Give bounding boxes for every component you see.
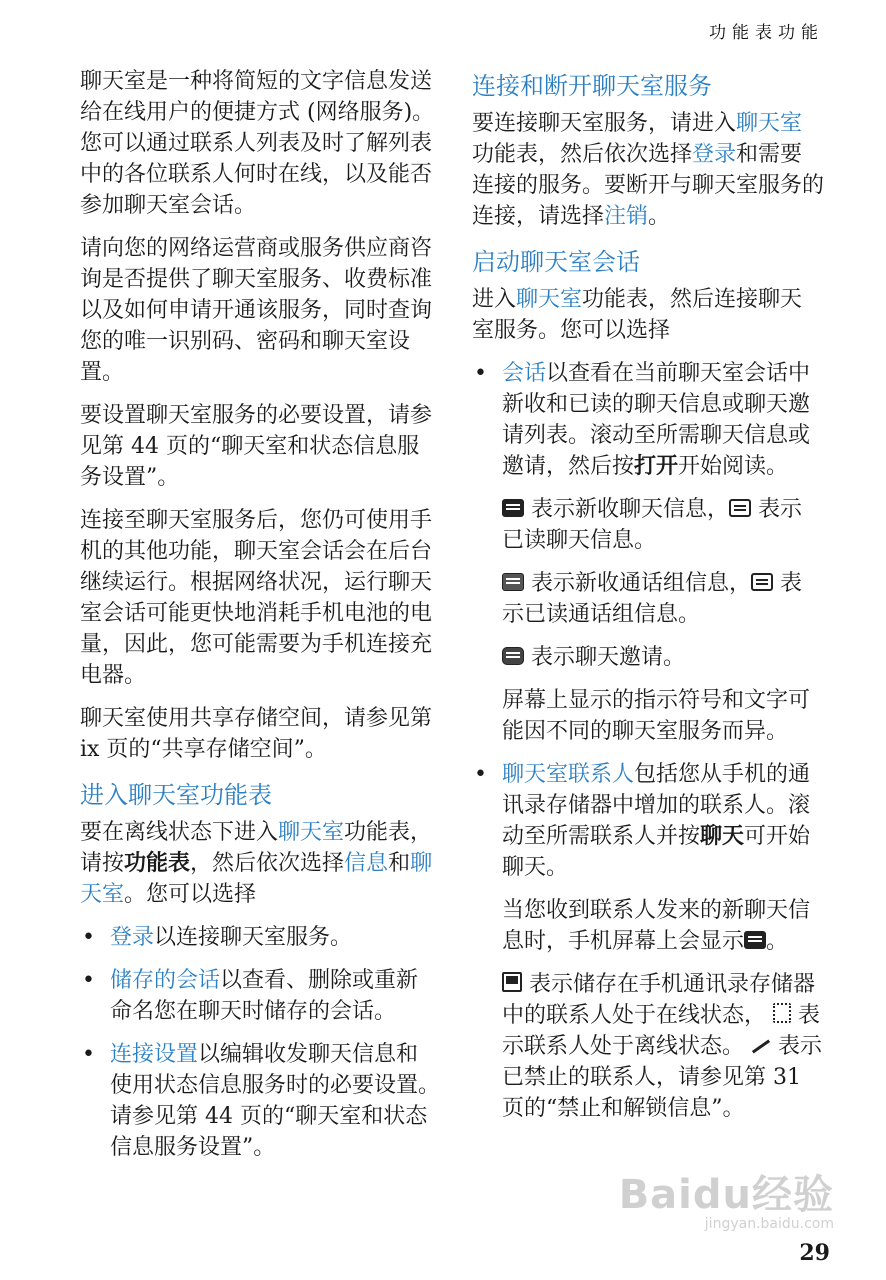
chat-read-icon	[729, 499, 751, 517]
text-run: 进入	[472, 287, 517, 312]
service-inquiry-paragraph: 请向您的网络运营商或服务供应商咨询是否提供了聊天室服务、收费标准以及如何申请开通该服务，同时查询您的唯一识别码、密码和聊天室设置。	[80, 236, 433, 385]
icon-legend-text: 表示已读通话组信息。	[502, 571, 803, 627]
intro-paragraph: 聊天室是一种将简短的文字信息发送给在线用户的便捷方式 (网络服务)。您可以通过联系人列表及时了解列表中的各位联系人何时在线，以及能否参加聊天室会话。	[80, 69, 435, 218]
list-item	[80, 1039, 440, 1163]
enter-menu-options-list	[80, 922, 440, 1163]
invite-icon	[502, 647, 524, 665]
settings-reference-paragraph: 要设置聊天室服务的必要设置，请参见第 44 页的“聊天室和状态信息服务设置”。	[80, 403, 433, 490]
text-run: 当您收到联系人发来的新聊天信息时，手机屏幕上会显示	[502, 898, 811, 954]
text-run: 要在离线状态下进入	[80, 820, 279, 845]
text-run: 。您可以选择	[124, 882, 257, 907]
icon-legend-text: 表示聊天邀请。	[531, 645, 686, 670]
list-item	[472, 759, 824, 883]
list-item-text: 以编辑收发聊天信息和使用状态信息服务时的必要设置。请参见第 44 页的“聊天室和状态信息服务设置”。	[110, 1042, 441, 1160]
key-label-open: 打开	[634, 453, 679, 479]
list-item	[472, 358, 824, 482]
list-item-text: 以连接聊天室服务。	[154, 925, 353, 950]
section-heading-connect: 连接和断开聊天室服务	[472, 72, 712, 100]
icon-legend-text: 表示新收通话组信息，	[531, 571, 752, 596]
text-run: 。	[648, 204, 671, 229]
icon-legend-groups	[502, 568, 824, 630]
text-run: 功能表，然后依次选择	[472, 142, 693, 167]
key-label-chat: 聊天	[700, 823, 745, 849]
icon-legend-messages	[502, 494, 824, 556]
option-link-chat-contacts[interactable]: 聊天室联系人	[502, 762, 635, 787]
start-session-paragraph	[472, 284, 824, 346]
watermark-url: jingyan.baidu.com	[704, 1216, 834, 1232]
baidu-jingyan-watermark	[619, 1163, 834, 1232]
connect-paragraph	[472, 108, 824, 232]
contact-online-icon	[502, 972, 522, 992]
list-item	[80, 922, 440, 953]
icon-legend-text: 表示已禁止的联系人，请参见第 31 页的“禁止和解锁信息”。	[502, 1034, 823, 1121]
background-running-paragraph: 连接至聊天室服务后，您仍可使用手机的其他功能，聊天室会话会在后台继续运行。根据网络状况，运行聊天室会话可能更快地消耗手机电池的电量，因此，您可能需要为手机连接充电器。	[80, 508, 433, 688]
left-column	[80, 66, 440, 1175]
section-heading-enter-menu: 进入聊天室功能表	[80, 781, 272, 809]
key-label-menu: 功能表	[124, 850, 191, 876]
option-link-login[interactable]: 登录	[692, 142, 737, 167]
icon-legend-text: 表示已读聊天信息。	[502, 497, 803, 553]
start-session-options-list	[472, 358, 824, 482]
watermark-logo: Baidu经验	[618, 1172, 834, 1218]
list-item	[80, 965, 440, 1027]
option-link-sessions[interactable]: 会话	[502, 361, 547, 386]
shared-memory-paragraph: 聊天室使用共享存储空间，请参见第 ix 页的“共享存储空间”。	[80, 706, 433, 762]
group-new-icon	[502, 573, 524, 591]
option-link-login[interactable]: 登录	[110, 925, 155, 950]
chat-new-icon	[744, 931, 766, 949]
list-item-text: 包括您从手机的通讯录存储器中增加的联系人。滚动至所需联系人并按	[502, 762, 811, 849]
icon-legend-invite	[502, 642, 824, 673]
contact-offline-icon	[773, 1003, 791, 1023]
text-run: 和	[388, 851, 411, 876]
text-run: 要连接聊天室服务，请进入	[472, 111, 737, 136]
menu-link-chat-room[interactable]: 聊天室	[80, 851, 433, 907]
text-run: 和需要连接的服务。要断开与聊天室服务的连接，请选择	[472, 142, 825, 229]
option-link-saved-sessions[interactable]: 储存的会话	[110, 968, 221, 993]
list-item-text: 以查看、删除或重新命名您在聊天时储存的会话。	[110, 968, 419, 1024]
chat-new-icon	[502, 499, 524, 517]
icon-legend-text: 表示联系人处于离线状态。	[502, 1003, 821, 1059]
icon-legend-text: 表示新收聊天信息，	[531, 497, 730, 522]
indicator-note: 屏幕上显示的指示符号和文字可能因不同的聊天室服务而异。	[502, 688, 811, 744]
list-item-text: 可开始聊天。	[502, 824, 811, 880]
contacts-options-list	[472, 759, 824, 883]
menu-link-messages[interactable]: 信息	[344, 851, 389, 876]
list-item-text: 以查看在当前聊天室会话中新收和已读的聊天信息或聊天邀请列表。滚动至所需聊天信息或邀请，然后按	[502, 361, 811, 479]
text-run: 。	[766, 929, 789, 954]
contact-status-legend	[502, 969, 824, 1124]
icon-legend-text: 表示储存在手机通讯录存储器中的联系人处于在线状态，	[502, 972, 816, 1028]
page-number: 29	[799, 1240, 830, 1266]
right-column	[472, 66, 824, 1136]
menu-link-chat[interactable]: 聊天室	[278, 820, 345, 845]
new-message-indicator-note	[502, 895, 824, 957]
option-link-connection-settings[interactable]: 连接设置	[110, 1042, 199, 1067]
text-run: 功能表，请按	[80, 820, 433, 876]
contact-blocked-icon	[751, 1038, 771, 1054]
page-header-title: 功能表功能	[709, 23, 824, 43]
list-item-text: 开始阅读。	[678, 454, 789, 479]
enter-menu-paragraph	[80, 817, 440, 910]
text-run: 功能表，然后连接聊天室服务。您可以选择	[472, 287, 803, 343]
section-heading-start-session: 启动聊天室会话	[472, 248, 640, 276]
group-read-icon	[751, 573, 773, 591]
text-run: ，然后依次选择	[190, 851, 345, 876]
menu-link-chat[interactable]: 聊天室	[516, 287, 583, 312]
option-link-logout[interactable]: 注销	[604, 204, 649, 229]
menu-link-chat[interactable]: 聊天室	[736, 111, 803, 136]
